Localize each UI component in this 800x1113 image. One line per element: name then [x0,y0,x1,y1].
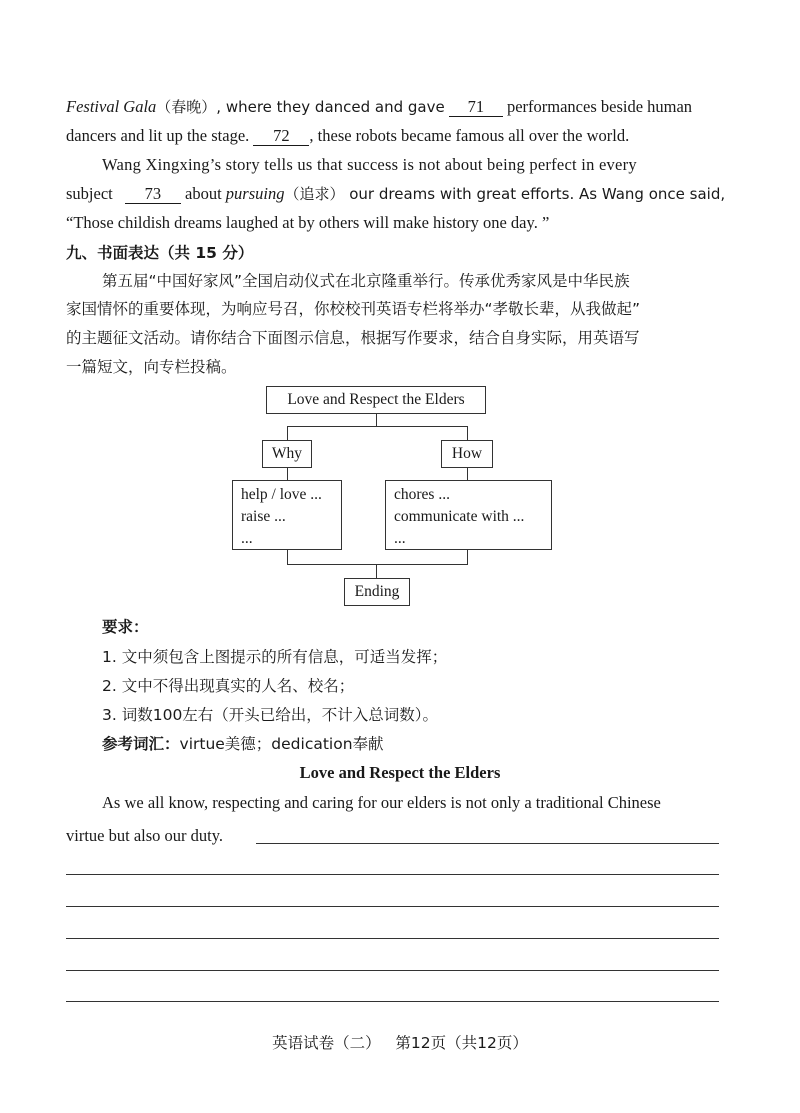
connector [287,468,288,480]
ending-label: Ending [354,583,400,600]
reference-vocab [102,733,384,755]
how-box [441,440,493,468]
essay-opening-1: As we all know, respecting and caring for our elders is not only a traditional Chinese [102,793,661,812]
passage-line-3: Wang Xingxing’s story tells us that success is not about being perfect in every [102,155,637,174]
why-item: help / love ... [241,486,322,503]
how-item: chores ... [394,486,450,503]
vocab-label: 参考词汇： [102,735,180,753]
why-detail-box [232,480,342,550]
requirement-item: 2. 文中不得出现真实的人名、校名； [102,677,355,695]
pursuing-text: pursuing [225,184,285,203]
passage-line-5: “Those childish dreams laughed at by others will make history one day. ” [66,213,550,232]
essay-opening-2: virtue but also our duty. [66,826,224,845]
requirement-item: 3. 词数100左右（开头已给出，不计入总词数）。 [102,706,439,724]
why-label: Why [271,445,303,462]
intro-line-3: 的主题征文活动。请你结合下面图示信息，根据写作要求，结合自身实际，用英语写 [66,329,640,347]
connector [287,426,468,427]
festival-gala-text: Festival Gala [66,97,157,116]
connector [287,426,288,440]
connector [376,564,377,578]
passage-line-1 [66,96,692,118]
why-box [262,440,312,468]
passage-text: （春晚）, where they danced and gave [156,98,445,116]
connector [376,414,377,426]
vocab-text: virtue美德；dedication奉献 [179,735,384,753]
passage-text: , these robots became famous all over the world. [309,126,630,145]
blank-71[interactable]: 71 [449,98,503,117]
diagram-title-box [266,386,486,414]
writing-line[interactable] [256,843,719,844]
writing-line[interactable] [66,874,719,875]
why-item: raise ... [241,508,286,525]
writing-line[interactable] [66,1001,719,1002]
passage-text: （追求） our dreams with great efforts. As Wang once said, [284,185,726,203]
connector [467,468,468,480]
writing-line[interactable] [66,906,719,907]
passage-text: subject [66,184,113,203]
intro-line-1: 第五届“中国好家风”全国启动仪式在北京隆重举行。传承优秀家风是中华民族 [102,272,630,290]
passage-text: performances beside human [506,97,693,116]
passage-line-2 [66,125,629,147]
blank-72[interactable]: 72 [253,127,309,146]
why-item: ... [241,530,253,547]
requirements-label: 要求： [102,618,149,636]
connector [287,550,288,564]
passage-line-4 [66,183,725,205]
diagram-title: Love and Respect the Elders [287,391,465,408]
passage-text: dancers and lit up the stage. [66,126,250,145]
writing-line[interactable] [66,970,719,971]
intro-line-2: 家国情怀的重要体现，为响应号召，你校校刊英语专栏将举办“孝敬长辈，从我做起” [66,300,641,318]
intro-line-4: 一篇短文，向专栏投稿。 [66,358,237,376]
page-footer: 英语试卷（二） 第12页（共12页） [272,1034,528,1052]
how-item: ... [394,530,406,547]
requirement-item: 1. 文中须包含上图提示的所有信息，可适当发挥； [102,648,448,666]
passage-text: about [185,184,222,203]
how-detail-box [385,480,552,550]
connector [467,426,468,440]
how-item: communicate with ... [394,508,525,525]
ending-box [344,578,410,606]
section-heading: 九、书面表达（共 15 分） [66,244,254,262]
how-label: How [451,445,483,462]
essay-title: Love and Respect the Elders [299,763,501,782]
connector [287,564,468,565]
writing-line[interactable] [66,938,719,939]
connector [467,550,468,564]
blank-73[interactable]: 73 [125,185,181,204]
